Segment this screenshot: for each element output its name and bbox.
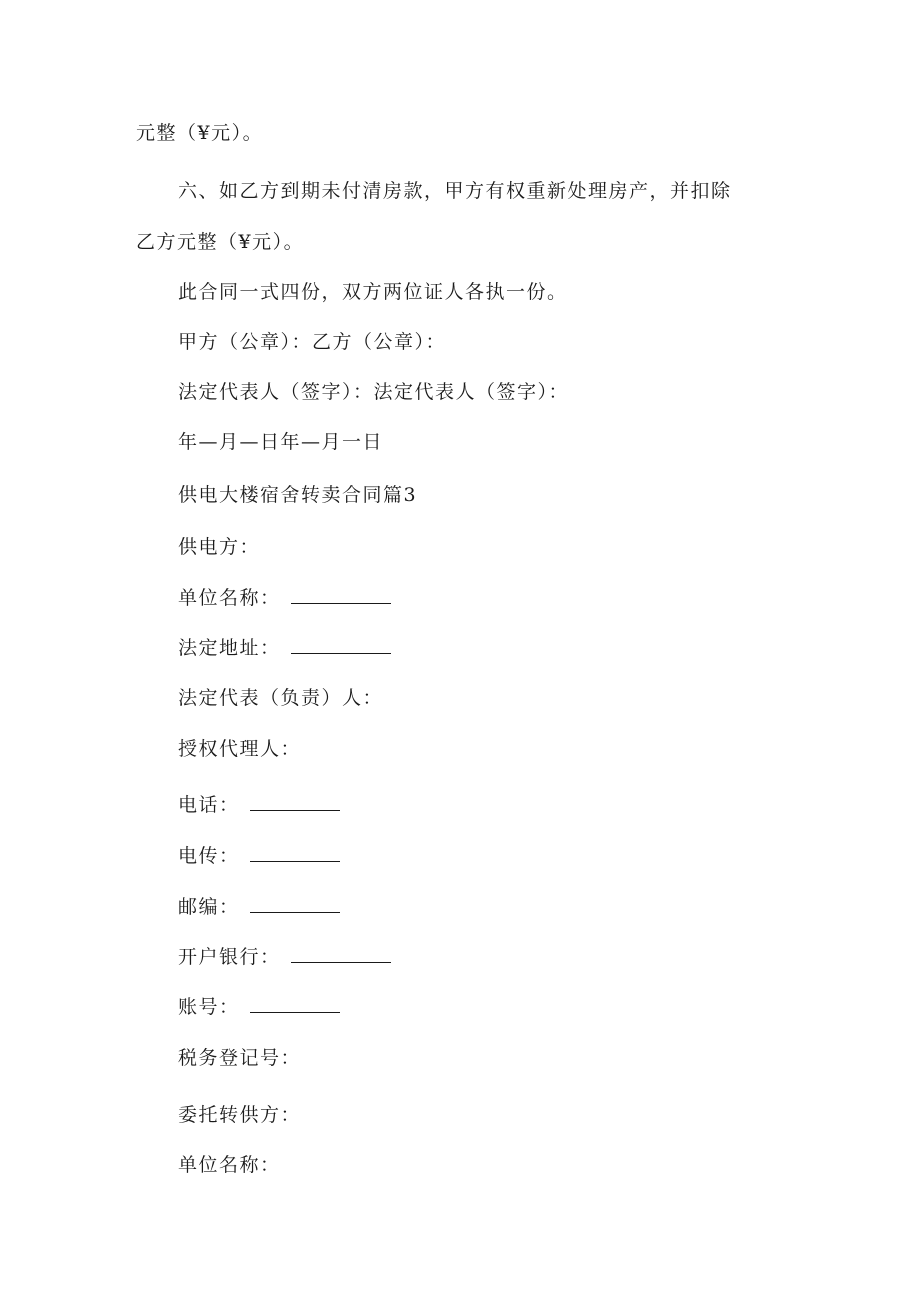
field-postcode <box>178 895 340 919</box>
line-text: 电传： <box>178 845 240 867</box>
fill-blank <box>291 589 391 604</box>
field-telex <box>178 844 340 868</box>
signature-line <box>178 380 569 404</box>
seal-line <box>178 330 446 354</box>
field-entrusted-supplier <box>178 1103 301 1127</box>
section-title <box>178 483 417 507</box>
line-text: 供电大楼宿舍转卖合同篇3 <box>178 484 418 506</box>
field-legal-representative <box>178 686 383 710</box>
line-text: 法定地址： <box>178 637 281 659</box>
line-text: 单位名称： <box>178 1154 281 1176</box>
line-text: 乙方元整（¥元）。 <box>136 231 305 253</box>
line-text: 甲方（公章）：乙方（公章）： <box>178 331 447 353</box>
line-text: 开户银行： <box>178 946 281 968</box>
line-text: 法定代表人（签字）：法定代表人（签字）： <box>178 381 570 403</box>
line-text: 税务登记号： <box>178 1047 302 1069</box>
field-unit-name <box>178 586 391 610</box>
line-text: 邮编： <box>178 896 240 918</box>
fill-blank <box>250 847 340 862</box>
line-text: 账号： <box>178 996 240 1018</box>
line-text: 元整（¥元）。 <box>136 122 264 144</box>
line-text: 法定代表（负责）人： <box>178 687 384 709</box>
field-account <box>178 995 340 1019</box>
fill-blank <box>250 796 340 811</box>
line-text: 此合同一式四份，双方两位证人各执一份。 <box>178 281 568 303</box>
line-text: 授权代理人： <box>178 738 302 760</box>
fill-blank <box>291 639 391 654</box>
field-authorized-agent <box>178 737 301 761</box>
text-line <box>136 230 304 254</box>
line-text: 供电方： <box>178 536 261 558</box>
fill-blank <box>250 998 340 1013</box>
field-unit-name <box>178 1153 281 1177</box>
field-phone <box>178 793 340 817</box>
field-label <box>178 535 260 559</box>
field-tax-registration <box>178 1046 301 1070</box>
text-line <box>136 121 263 145</box>
line-text: 年—月—日年—月一日 <box>178 431 384 453</box>
field-bank <box>178 945 391 969</box>
copies-clause <box>178 280 568 304</box>
line-text: 六、如乙方到期未付清房款，甲方有权重新处理房产，并扣除 <box>178 180 732 202</box>
fill-blank <box>250 898 340 913</box>
line-text: 电话： <box>178 794 240 816</box>
line-text: 单位名称： <box>178 587 281 609</box>
line-text: 委托转供方： <box>178 1104 302 1126</box>
paragraph-six <box>178 179 732 203</box>
date-line <box>178 430 383 454</box>
field-legal-address <box>178 636 391 660</box>
fill-blank <box>291 948 391 963</box>
